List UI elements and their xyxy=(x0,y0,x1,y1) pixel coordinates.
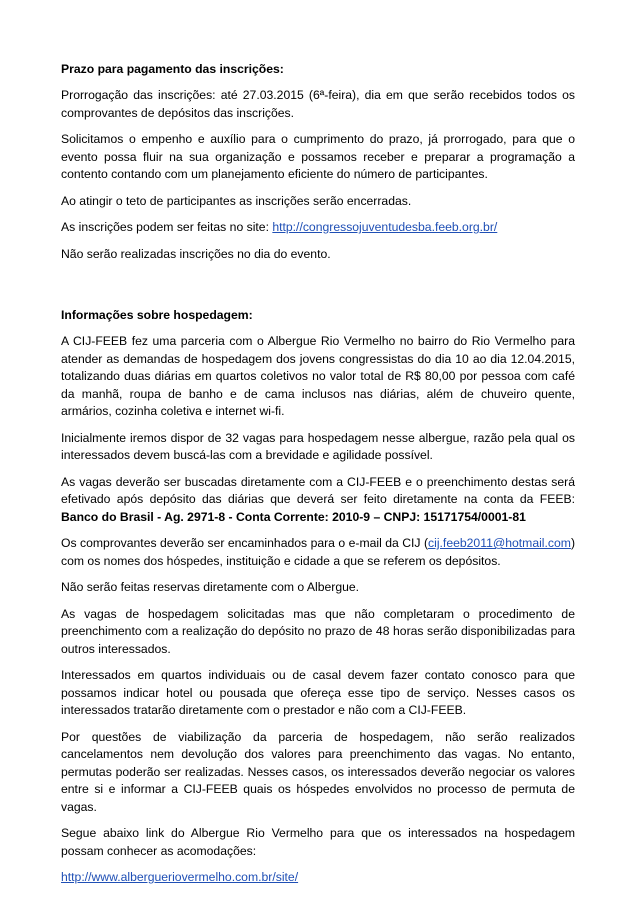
site-prefix: As inscrições podem ser feitas no site: xyxy=(61,220,273,234)
paragraph-receipts xyxy=(61,535,575,570)
paragraph-request: Solicitamos o empenho e auxílio para o cumprimento do prazo, já prorrogado, para que o evento possa fluir na sua organização e possamos receber e preparar a programação a contento contando com um planejamento eficiente do número de participantes. xyxy=(61,132,575,181)
paragraph-no-reservations: Não serão feitas reservas diretamente com o Albergue. xyxy=(61,580,360,594)
section-title-deadline: Prazo para pagamento das inscrições: xyxy=(61,62,284,76)
paragraph-partnership: A CIJ-FEEB fez uma parceria com o Albergue Rio Vermelho no bairro do Rio Vermelho para atender as demandas de hospedagem dos jovens congressistas do dia 10 ao dia 12.04.2015, totalizando duas diárias em quartos coletivos no valor total de R$ 80,00 por pessoa com café da manhã, roupa de banho e de cama inclusos nas diárias, além de chuveiro quente, armários, cozinha coletiva e internet wi-fi. xyxy=(61,334,575,418)
receipts-suffix: ) com os nomes dos hóspedes, instituição e cidade a que se referem os depósitos. xyxy=(61,536,575,568)
receipts-prefix: Os comprovantes deverão ser encaminhados para o e-mail da CIJ ( xyxy=(61,536,429,550)
section-title-lodging: Informações sobre hospedagem: xyxy=(61,308,253,322)
paragraph-cancellations: Por questões de viabilização da parceria de hospedagem, não serão realizados cancelamentos nem devolução dos valores para preenchimento das vagas. No entanto, permutas poderão ser realizadas. Nesses casos, os interessados deverão negociar os valores entre si e informar a CIJ-FEEB quais os hóspedes envolvidos no processo de permuta de vagas. xyxy=(61,729,575,814)
section-registration-deadline xyxy=(61,60,575,263)
paragraph-48-hours: As vagas de hospedagem solicitadas mas que não completaram o procedimento de preenchimento com a realização do depósito no prazo de 48 horas serão disponibilizadas para outros interessados. xyxy=(61,606,575,656)
paragraph-limit: Ao atingir o teto de participantes as inscrições serão encerradas. xyxy=(61,193,412,208)
section-lodging xyxy=(61,306,575,887)
email-link[interactable]: cij.feeb2011@hotmail.com xyxy=(428,536,571,550)
paragraph-bank-account xyxy=(61,474,575,527)
paragraph-vacancies: Inicialmente iremos dispor de 32 vagas para hospedagem nesse albergue, razão pela qual os interessados devem buscá-las com a brevidade e agilidade possível. xyxy=(61,430,575,462)
bank-details: Banco do Brasil - Ag. 2971-8 - Conta Corrente: 2010-9 – CNPJ: 15171754/0001-81 xyxy=(61,509,526,524)
paragraph-extension: Prorrogação das inscrições: até 27.03.2015 (6ª-feira), dia em que serão recebidos todos os comprovantes de depósitos das inscrições. xyxy=(61,88,575,120)
paragraph-no-onsite: Não serão realizadas inscrições no dia do evento. xyxy=(61,246,331,261)
paragraph-site xyxy=(61,219,575,237)
bank-prefix: As vagas deverão ser buscadas diretamente com a CIJ-FEEB e o preenchimento destas será efetivado após depósito das diárias que deverá ser feito diretamente na conta da FEEB: xyxy=(61,474,575,506)
registration-site-link[interactable]: http://congressojuventudesba.feeb.org.br/ xyxy=(272,220,498,234)
paragraph-individual-rooms: Interessados em quartos individuais ou de casal devem fazer contato conosco para que possamos indicar hotel ou pousada que ofereça esse tipo de serviço. Nesses casos os interessados tratarão diretamente com o prestador e não com a CIJ-FEEB. xyxy=(61,668,575,717)
paragraph-hostel-link-intro: Segue abaixo link do Albergue Rio Vermelho para que os interessados na hospedagem possam conhecer as acomodações: xyxy=(61,826,575,858)
paragraph-hostel-link xyxy=(61,869,575,887)
hostel-site-link[interactable]: http://www.albergueriovermelho.com.br/site/ xyxy=(61,870,299,884)
